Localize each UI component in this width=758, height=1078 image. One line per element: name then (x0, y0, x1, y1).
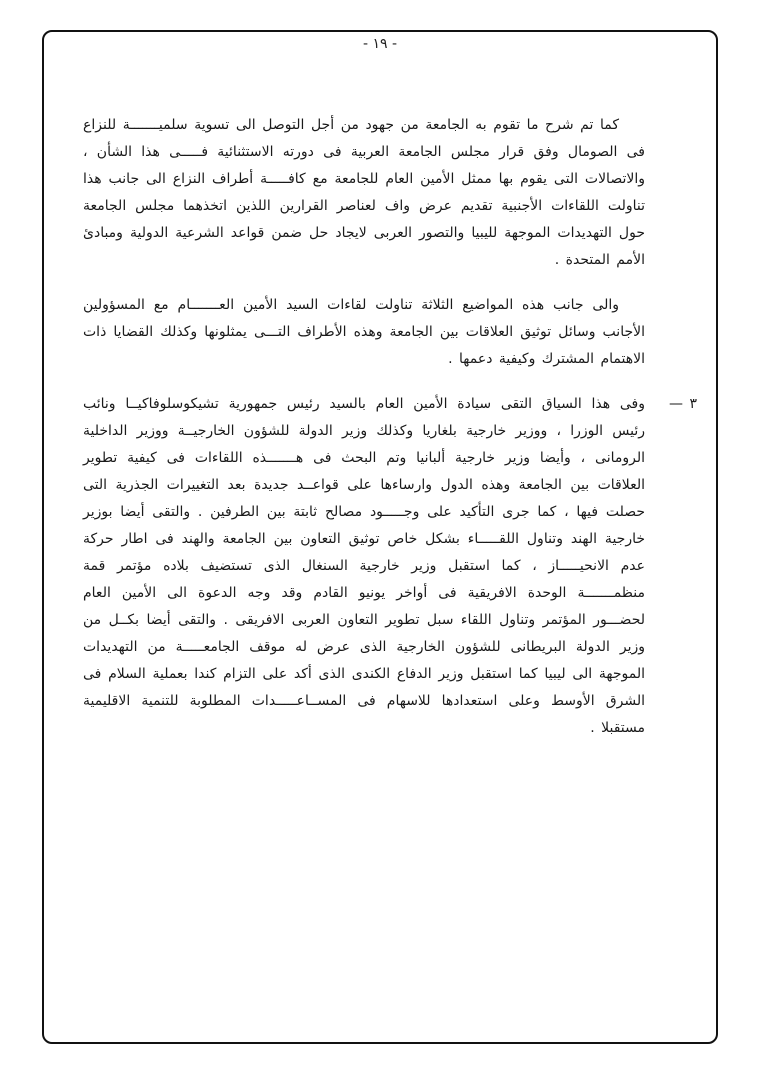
document-body (83, 112, 697, 760)
page-number: - ١٩ - (362, 36, 398, 52)
paragraph-3-block (83, 391, 697, 742)
paragraph-2: والى جانب هذه المواضيع الثلاثة تناولت لقاءات السيد الأمين العـــــــام مع المسؤولين الأجانب وسائل توثيق العلاقات بين الجامعة وهذه الأطراف التـــى يمثلونها وكذلك القضايا ذات الاهتمام المشترك وكيفية دعمها . (83, 297, 645, 367)
paragraph-1: كما تم شرح ما تقوم به الجامعة من جهود من أجل التوصل الى تسوية سلميـــــــة للنزاع فى الصومال وفق قرار مجلس الجامعة العربية فى دورته الاستثنائية فـــــى هذا الشأن ، والاتصالات التى يقوم بها ممثل الأمين العام للجامعة مع كافـــــة أطراف النزاع الى جانب هذا تناولت اللقاءات الأجنبية تقديم عرض واف لعناصر القرارين اللذين اتخذهما مجلس الجامعة حول التهديدات الموجهة لليبيا والتصور العربى لايجاد حل ضمن قواعد الشرعية الدولية ومبادئ الأمم المتحدة . (83, 117, 645, 268)
paragraph-3: وفى هذا السياق التقى سيادة الأمين العام بالسيد رئيس جمهورية تشيكوسلوفاكيــا ونائب رئيس الوزرا ، ووزير خارجية بلغاريا وكذلك وزير الدولة للشؤون الخارجيــة ووزير الداخلية الرومانى ، وأيضا وزير خارجية ألبانيا وتم البحث فى هـــــــذه اللقاءات فى كيفية تطوير العلاقات بين الجامعة وهذه الدول وارساءها على قواعــد جديدة بعد التغييرات الجذرية التى حصلت فيها ، كما جرى التأكيد على وجـــــود مصالح ثابتة بين الطرفين . والتقى أيضا بوزير خارجية الهند وتناول اللقـــــاء بشكل خاص توثيق التعاون بين الجامعة والهند فى اطار حركة عدم الانحيـــــاز ، كما استقبل وزير خارجية السنغال الذى تستضيف بلاده مؤتمر قمة منظمـــــــة الوحدة الافريقية فى أواخر يونيو القادم وقد وجه الدعوة الى الأمين العام لحضـــور المؤتمر وتناول اللقاء سبل تطوير التعاون العربى الافريقى . والتقى أيضا بكــل من وزير الدولة البريطانى للشؤون الخارجية الذى عرض له موقف الجامعـــــة من التهديدات الموجهة الى ليبيا كما استقبل وزير الدفاع الكندى الذى أكد على التزام كندا بعملية السلام فى الشرق الأوسط وعلى استعدادها للاسهام فى المســاعـــــدات المطلوبة للتنمية الاقليمية مستقبلا . (83, 396, 645, 736)
item-number-marker: ٣ — (669, 396, 697, 412)
